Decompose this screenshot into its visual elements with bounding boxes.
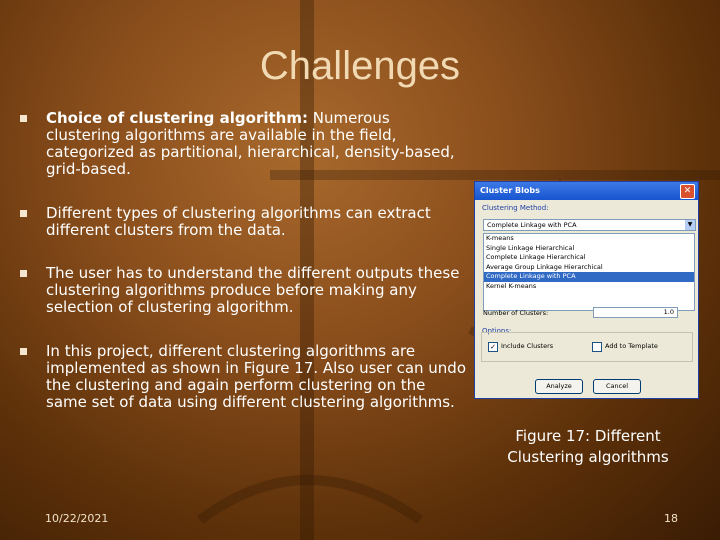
square-bullet-icon (20, 348, 27, 355)
dialog-title: Cluster Blobs (480, 186, 540, 195)
bullet-text: Different types of clustering algorithms can extract different clusters from the data. (46, 204, 431, 239)
square-bullet-icon (20, 115, 27, 122)
add-to-template-checkbox[interactable] (592, 342, 602, 352)
method-option[interactable]: Single Linkage Hierarchical (486, 243, 575, 252)
method-option[interactable]: K-means (486, 234, 514, 242)
page-number: 18 (664, 512, 678, 525)
add-to-template-label: Add to Template (605, 342, 658, 350)
dialog-titlebar (475, 182, 698, 200)
figure-caption: Figure 17: Different Clustering algorithms (507, 427, 669, 466)
method-option[interactable]: Average Group Linkage Hierarchical (486, 262, 603, 271)
clustering-method-dropdown-list (483, 233, 695, 311)
number-of-clusters-label: Number of Clusters: (483, 309, 549, 317)
clustering-method-select[interactable] (483, 219, 696, 231)
selected-method-value: Complete Linkage with PCA (487, 221, 577, 229)
analyze-button[interactable]: Analyze (535, 379, 583, 394)
cluster-blobs-dialog (474, 181, 699, 399)
slide-title: Challenges (259, 44, 461, 88)
method-option-selected[interactable]: Complete Linkage with PCA (484, 272, 694, 282)
footer-date: 10/22/2021 (45, 512, 109, 525)
clustering-method-label: Clustering Method: (482, 204, 549, 212)
bullet-text: In this project, different clustering algorithms are implemented as shown in Figure 17. Also user can undo the clustering and again perform clustering on the same set of data using different clustering algorithms. (46, 342, 466, 411)
cancel-button[interactable]: Cancel (593, 379, 641, 394)
include-clusters-label: Include Clusters (501, 342, 554, 350)
method-option[interactable]: Kernel K-means (486, 281, 537, 290)
bullet-text: The user has to understand the different outputs these clustering algorithms produce before making any selection of clustering algorithm. (46, 264, 460, 316)
number-of-clusters-input[interactable]: 1.0 (593, 307, 678, 318)
square-bullet-icon (20, 270, 27, 277)
options-group (481, 332, 693, 362)
include-clusters-checkbox[interactable]: ✓ (488, 342, 498, 352)
square-bullet-icon (20, 210, 27, 217)
bullet-text: Numerous clustering algorithms are available in the field, categorized as partitional, hierarchical, density-based, grid-based. (46, 109, 455, 178)
close-icon[interactable]: ✕ (680, 184, 695, 199)
bullet-bold-text: Choice of clustering algorithm: (46, 109, 308, 127)
chevron-down-icon[interactable]: ▼ (685, 220, 695, 230)
options-label: Options: (482, 327, 512, 335)
method-option[interactable]: Complete Linkage Hierarchical (486, 253, 586, 261)
